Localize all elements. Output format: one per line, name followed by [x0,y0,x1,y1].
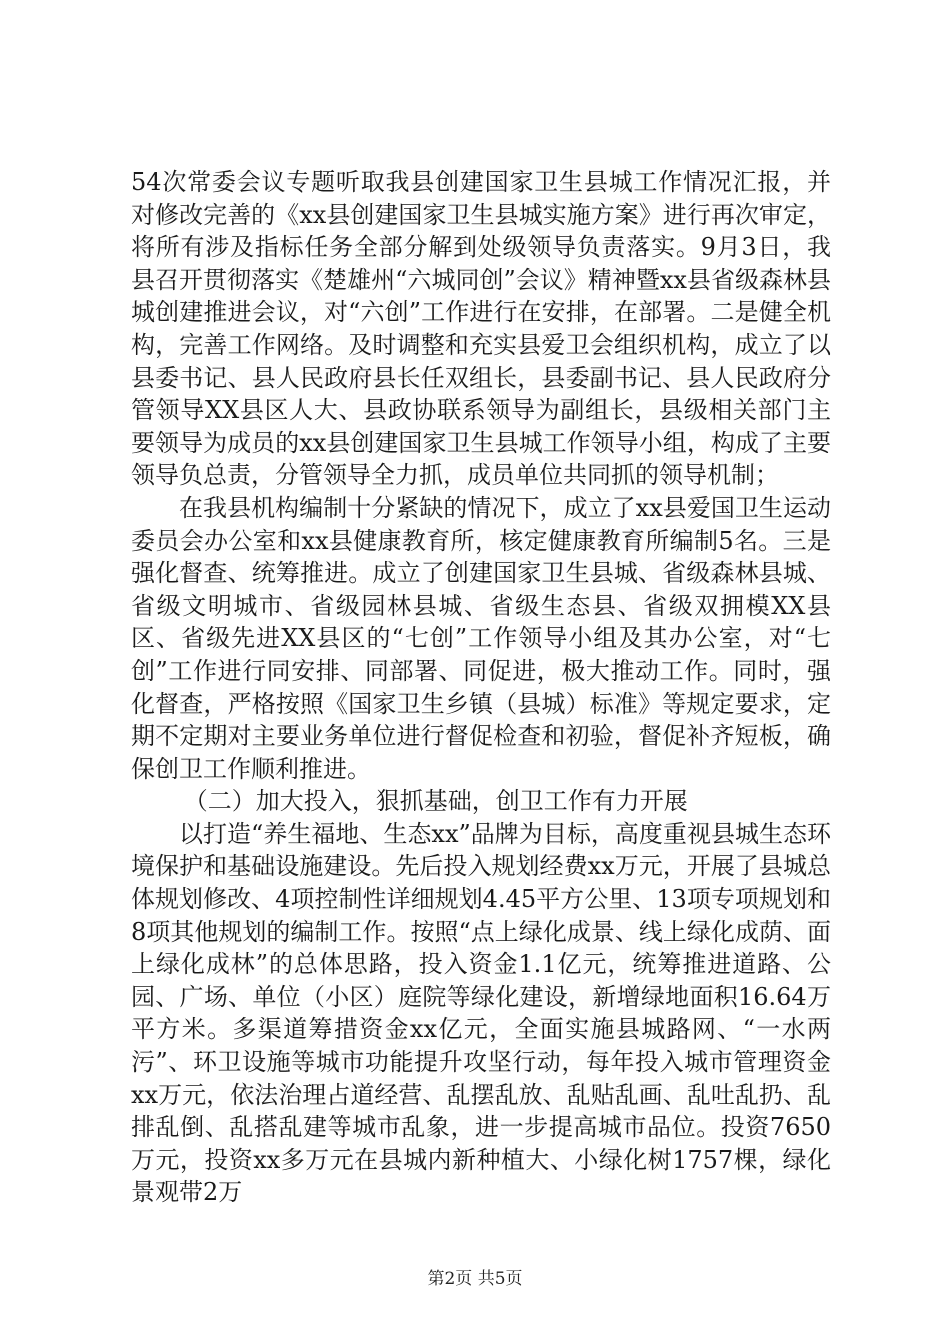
paragraph-3: 以打造“养生福地、生态xx”品牌为目标，高度重视县城生态环境保护和基础设施建设。先后投入规划经费xx万元，开展了县城总体规划修改、4项控制性详细规划4.45平方公里、13项专项规划和8项其他规划的编制工作。按照“点上绿化成景、线上绿化成荫、面上绿化成林”的总体思路，投入资金1.1亿元，统筹推进道路、公园、广场、单位（小区）庭院等绿化建设，新增绿地面积16.64万平方米。多渠道筹措资金xx亿元，全面实施县城路网、“一水两污”、环卫设施等城市功能提升攻坚行动，每年投入城市管理资金xx万元，依法治理占道经营、乱摆乱放、乱贴乱画、乱吐乱扔、乱排乱倒、乱搭乱建等城市乱象，进一步提高城市品位。投资7650万元，投资xx多万元在县城内新种植大、小绿化树1757棵，绿化景观带2万 [131,819,831,1207]
page-footer: 第2页 共5页 [427,1269,523,1289]
document-body [131,166,831,1209]
paragraph-2: 在我县机构编制十分紧缺的情况下，成立了xx县爱国卫生运动委员会办公室和xx县健康教育所，核定健康教育所编制5名。三是强化督查、统筹推进。成立了创建国家卫生县城、省级森林县城、省级文明城市、省级园林县城、省级生态县、省级双拥模XX县区、省级先进XX县区的“七创”工作领导小组及其办公室，对“七创”工作进行同安排、同部署、同促进，极大推动工作。同时，强化督查，严格按照《国家卫生乡镇（县城）标准》等规定要求，定期不定期对主要业务单位进行督促检查和初验，督促补齐短板，确保创卫工作顺利推进。 [131,493,831,783]
section-heading: （二）加大投入，狠抓基础，创卫工作有力开展 [183,787,688,816]
paragraph-1: 54次常委会议专题听取我县创建国家卫生县城工作情况汇报，并对修改完善的《xx县创建国家卫生县城实施方案》进行再次审定，将所有涉及指标任务全部分解到处级领导负责落实。9月3日，我县召开贯彻落实《楚雄州“六城同创”会议》精神暨xx县省级森林县城创建推进会议，对“六创”工作进行在安排，在部署。二是健全机构，完善工作网络。及时调整和充实县爱卫会组织机构，成立了以县委书记、县人民政府县长任双组长，县委副书记、县人民政府分管领导XX县区人大、县政协联系领导为副组长，县级相关部门主要领导为成员的xx县创建国家卫生县城工作领导小组，构成了主要领导负总责，分管领导全力抓，成员单位共同抓的领导机制； [131,168,831,490]
